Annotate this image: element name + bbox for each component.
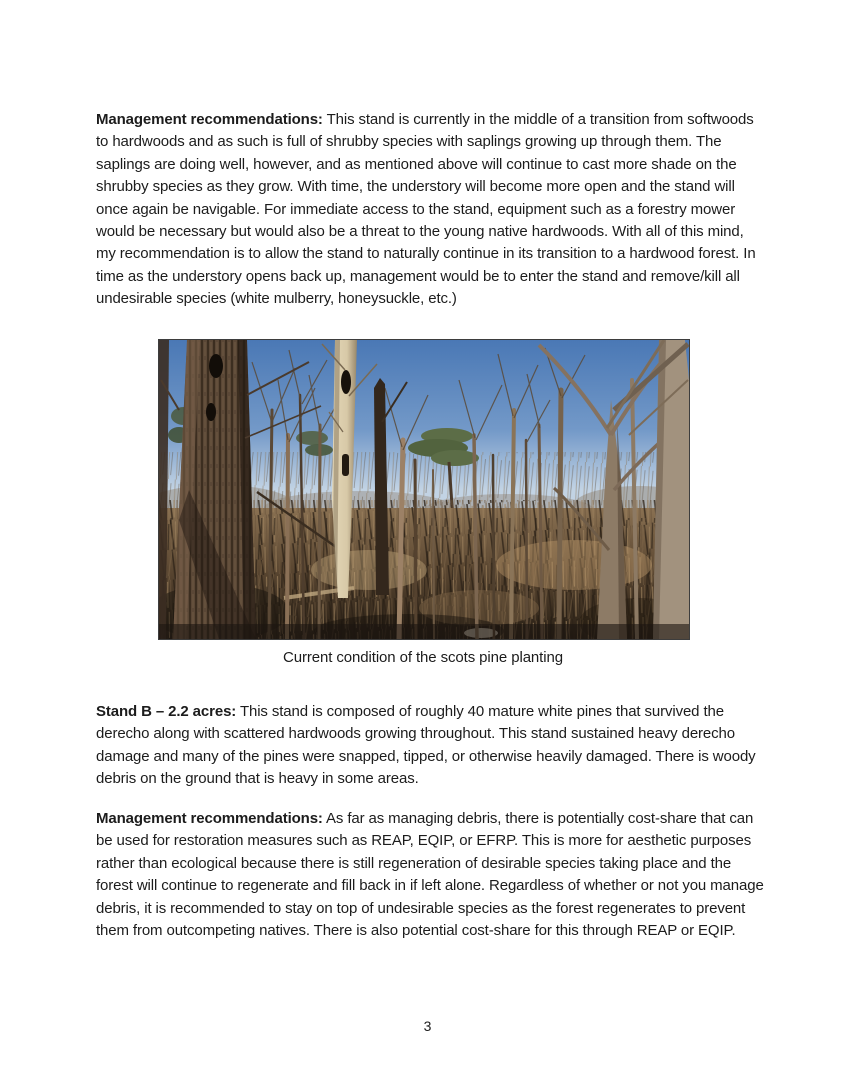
paragraph-text: As far as managing debris, there is potentially cost-share that can be used for restoration measures such as REAP, EQIP, or EFRP. This is more for aesthetic purposes rather than ecological because there is still regeneration of desirable species taking place and the forest will continue to regenerate and fill back in if left alone. Regardless of whether or not you manage debris, it is recommended to stay on top of undesirable species as the forest regenerates to prevent them from outcompeting natives. There is also potential cost-share for this through REAP or EQIP. (96, 810, 764, 940)
scots-pine-photo-illustration (159, 340, 689, 639)
page-number: 3 (423, 1018, 432, 1034)
paragraph-lead: Management recommendations: (96, 810, 323, 827)
management-recommendations-paragraph-1 (96, 109, 764, 311)
scots-pine-photo (158, 339, 690, 640)
stand-b-paragraph (96, 701, 764, 791)
management-recommendations-paragraph-2 (96, 808, 764, 942)
paragraph-lead: Stand B – 2.2 acres: (96, 703, 237, 720)
photo-caption: Current condition of the scots pine planting (283, 649, 563, 666)
paragraph-text: This stand is composed of roughly 40 mature white pines that survived the derecho along with scattered hardwoods growing throughout. This stand sustained heavy derecho damage and many of the pines were snapped, tipped, or otherwise heavily damaged. There is woody debris on the ground that is heavy in some areas. (96, 703, 756, 788)
paragraph-lead: Management recommendations: (96, 111, 323, 128)
paragraph-text: This stand is currently in the middle of a transition from softwoods to hardwoods and as such is full of shrubby species with saplings growing up through them. The saplings are doing well, however, and as mentioned above will continue to cast more shade on the shrubby species as they grow. With time, the understory will become more open and the stand will once again be navigable. For immediate access to the stand, equipment such as a forestry mower would be necessary but would also be a threat to the young native hardwoods. With all of this mind, my recommendation is to allow the stand to naturally continue in its transition to a hardwood forest. In time as the understory opens back up, management would be to enter the stand and remove/kill all undesirable species (white mulberry, honeysuckle, etc.) (96, 111, 756, 308)
